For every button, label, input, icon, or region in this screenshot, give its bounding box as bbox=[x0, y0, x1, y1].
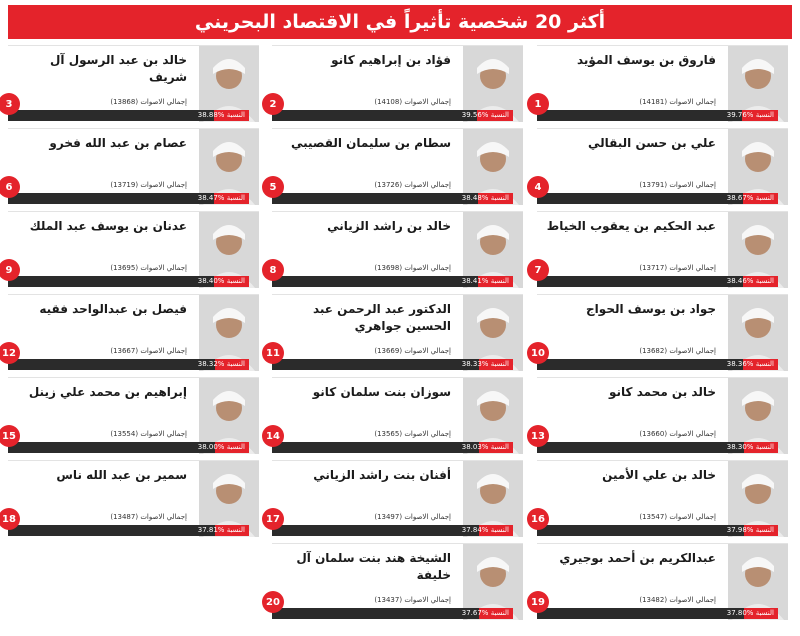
person-name: فؤاد بن إبراهيم كانو bbox=[331, 53, 451, 67]
percent-bar bbox=[272, 276, 513, 287]
percent-bar bbox=[272, 110, 513, 121]
percent-label: النسبة %38.88 bbox=[197, 111, 245, 119]
vote-count: إجمالي الاصوات (13497) bbox=[374, 513, 451, 521]
person-card-10[interactable] bbox=[531, 294, 788, 370]
percent-bar bbox=[272, 608, 513, 619]
person-name: خالد بن محمد كانو bbox=[609, 385, 716, 399]
vote-count: إجمالي الاصوات (13695) bbox=[110, 264, 187, 272]
percent-label: النسبة %37.84 bbox=[461, 526, 509, 534]
percent-label: النسبة %38.36 bbox=[726, 360, 774, 368]
percent-bar bbox=[537, 110, 778, 121]
person-name: سوزان بنت سلمان كانو bbox=[312, 385, 451, 399]
percent-label: النسبة %38.00 bbox=[197, 443, 245, 451]
vote-count: إجمالي الاصوات (13698) bbox=[374, 264, 451, 272]
person-card-15[interactable] bbox=[2, 377, 259, 453]
percent-label: النسبة %38.41 bbox=[461, 277, 509, 285]
percent-label: النسبة %38.30 bbox=[726, 443, 774, 451]
rank-badge: 18 bbox=[0, 508, 20, 530]
person-name: خالد بن عبد الرسول آل شريف bbox=[50, 53, 187, 84]
page-title: أكثر 20 شخصية تأثيراً في الاقتصاد البحريني bbox=[194, 11, 606, 33]
percent-bar bbox=[537, 442, 778, 453]
percent-bar bbox=[272, 525, 513, 536]
rank-badge: 6 bbox=[0, 176, 20, 198]
person-name: أفنان بنت راشد الزياني bbox=[313, 468, 451, 482]
person-name: خالد بن علي الأمين bbox=[602, 468, 716, 482]
person-card-3[interactable] bbox=[5, 45, 259, 121]
percent-label: النسبة %37.98 bbox=[726, 526, 774, 534]
rank-badge: 7 bbox=[527, 259, 549, 281]
percent-label: النسبة %38.48 bbox=[461, 194, 509, 202]
rank-badge: 9 bbox=[0, 259, 20, 281]
percent-label: النسبة %38.46 bbox=[726, 277, 774, 285]
percent-label: النسبة %37.81 bbox=[197, 526, 245, 534]
rank-badge: 16 bbox=[527, 508, 549, 530]
vote-count: إجمالي الاصوات (13437) bbox=[374, 596, 451, 604]
percent-label: النسبة %38.03 bbox=[461, 443, 509, 451]
rank-badge: 2 bbox=[262, 93, 284, 115]
person-name: سطام بن سليمان القصيبي bbox=[290, 136, 451, 150]
rank-badge: 15 bbox=[0, 425, 20, 447]
person-name: الشيخة هند بنت سلمان آل خليفة bbox=[296, 551, 451, 582]
vote-count: إجمالي الاصوات (13547) bbox=[639, 513, 716, 521]
vote-count: إجمالي الاصوات (13719) bbox=[110, 181, 187, 189]
person-card-7[interactable] bbox=[534, 211, 788, 287]
person-name: عدنان بن يوسف عبد الملك bbox=[29, 219, 187, 233]
person-card-14[interactable] bbox=[266, 377, 523, 453]
rank-badge: 19 bbox=[527, 591, 549, 613]
percent-bar bbox=[537, 608, 778, 619]
person-card-8[interactable] bbox=[269, 211, 523, 287]
vote-count: إجمالي الاصوات (13791) bbox=[639, 181, 716, 189]
percent-label: النسبة %39.76 bbox=[726, 111, 774, 119]
person-name: عبدالكريم بن أحمد بوجيري bbox=[559, 551, 716, 565]
person-name: فاروق بن يوسف المؤيد bbox=[576, 53, 716, 67]
percent-bar bbox=[272, 359, 513, 370]
percent-bar bbox=[272, 442, 513, 453]
vote-count: إجمالي الاصوات (13682) bbox=[639, 347, 716, 355]
percent-bar bbox=[8, 525, 249, 536]
rank-badge: 13 bbox=[527, 425, 549, 447]
vote-count: إجمالي الاصوات (13565) bbox=[374, 430, 451, 438]
person-name: جواد بن يوسف الحواج bbox=[586, 302, 716, 316]
person-card-20[interactable] bbox=[266, 543, 523, 619]
percent-bar bbox=[8, 276, 249, 287]
person-card-6[interactable] bbox=[5, 128, 259, 204]
percent-label: النسبة %38.47 bbox=[197, 194, 245, 202]
percent-label: النسبة %38.32 bbox=[197, 360, 245, 368]
percent-bar bbox=[272, 193, 513, 204]
percent-label: النسبة %38.67 bbox=[726, 194, 774, 202]
rank-badge: 10 bbox=[527, 342, 549, 364]
vote-count: إجمالي الاصوات (13482) bbox=[639, 596, 716, 604]
person-name: الدكتور عبد الرحمن عبد الحسين جواهري bbox=[312, 302, 451, 333]
percent-label: النسبة %38.33 bbox=[461, 360, 509, 368]
rank-badge: 14 bbox=[262, 425, 284, 447]
person-name: عصام بن عبد الله فخرو bbox=[49, 136, 187, 150]
percent-bar bbox=[537, 359, 778, 370]
person-card-2[interactable] bbox=[269, 45, 523, 121]
person-card-11[interactable] bbox=[266, 294, 523, 370]
rank-badge: 4 bbox=[527, 176, 549, 198]
person-card-19[interactable] bbox=[531, 543, 788, 619]
percent-label: النسبة %38.40 bbox=[197, 277, 245, 285]
vote-count: إجمالي الاصوات (14108) bbox=[374, 98, 451, 106]
rank-badge: 12 bbox=[0, 342, 20, 364]
percent-label: النسبة %39.56 bbox=[461, 111, 509, 119]
person-card-13[interactable] bbox=[531, 377, 788, 453]
vote-count: إجمالي الاصوات (13487) bbox=[110, 513, 187, 521]
person-name: علي بن حسن البقالي bbox=[587, 136, 716, 150]
vote-count: إجمالي الاصوات (13726) bbox=[374, 181, 451, 189]
percent-label: النسبة %37.67 bbox=[461, 609, 509, 617]
rank-badge: 3 bbox=[0, 93, 20, 115]
vote-count: إجمالي الاصوات (13717) bbox=[639, 264, 716, 272]
percent-bar bbox=[8, 359, 249, 370]
vote-count: إجمالي الاصوات (13868) bbox=[110, 98, 187, 106]
person-card-9[interactable] bbox=[5, 211, 259, 287]
percent-label: النسبة %37.80 bbox=[726, 609, 774, 617]
person-card-12[interactable] bbox=[2, 294, 259, 370]
person-name: خالد بن راشد الزياني bbox=[327, 219, 451, 233]
rank-badge: 17 bbox=[262, 508, 284, 530]
vote-count: إجمالي الاصوات (13669) bbox=[374, 347, 451, 355]
person-card-5[interactable] bbox=[269, 128, 523, 204]
percent-bar bbox=[537, 525, 778, 536]
rank-badge: 20 bbox=[262, 591, 284, 613]
person-name: فيصل بن عبدالواحد فقيه bbox=[39, 302, 187, 316]
vote-count: إجمالي الاصوات (13667) bbox=[110, 347, 187, 355]
rank-badge: 8 bbox=[262, 259, 284, 281]
person-card-1[interactable] bbox=[534, 45, 788, 121]
person-card-17[interactable] bbox=[266, 460, 523, 536]
rank-badge: 1 bbox=[527, 93, 549, 115]
percent-bar bbox=[537, 193, 778, 204]
percent-bar bbox=[537, 276, 778, 287]
person-name: عبد الحكيم بن يعقوب الخياط bbox=[546, 219, 716, 233]
vote-count: إجمالي الاصوات (13554) bbox=[110, 430, 187, 438]
percent-bar bbox=[8, 193, 249, 204]
vote-count: إجمالي الاصوات (14181) bbox=[639, 98, 716, 106]
percent-bar bbox=[8, 110, 249, 121]
vote-count: إجمالي الاصوات (13660) bbox=[639, 430, 716, 438]
person-card-16[interactable] bbox=[531, 460, 788, 536]
person-name: سمير بن عبد الله ناس bbox=[56, 468, 187, 482]
person-card-18[interactable] bbox=[2, 460, 259, 536]
person-name: إبراهيم بن محمد علي زينل bbox=[28, 385, 187, 399]
rank-badge: 11 bbox=[262, 342, 284, 364]
rank-badge: 5 bbox=[262, 176, 284, 198]
person-card-4[interactable] bbox=[534, 128, 788, 204]
percent-bar bbox=[8, 442, 249, 453]
